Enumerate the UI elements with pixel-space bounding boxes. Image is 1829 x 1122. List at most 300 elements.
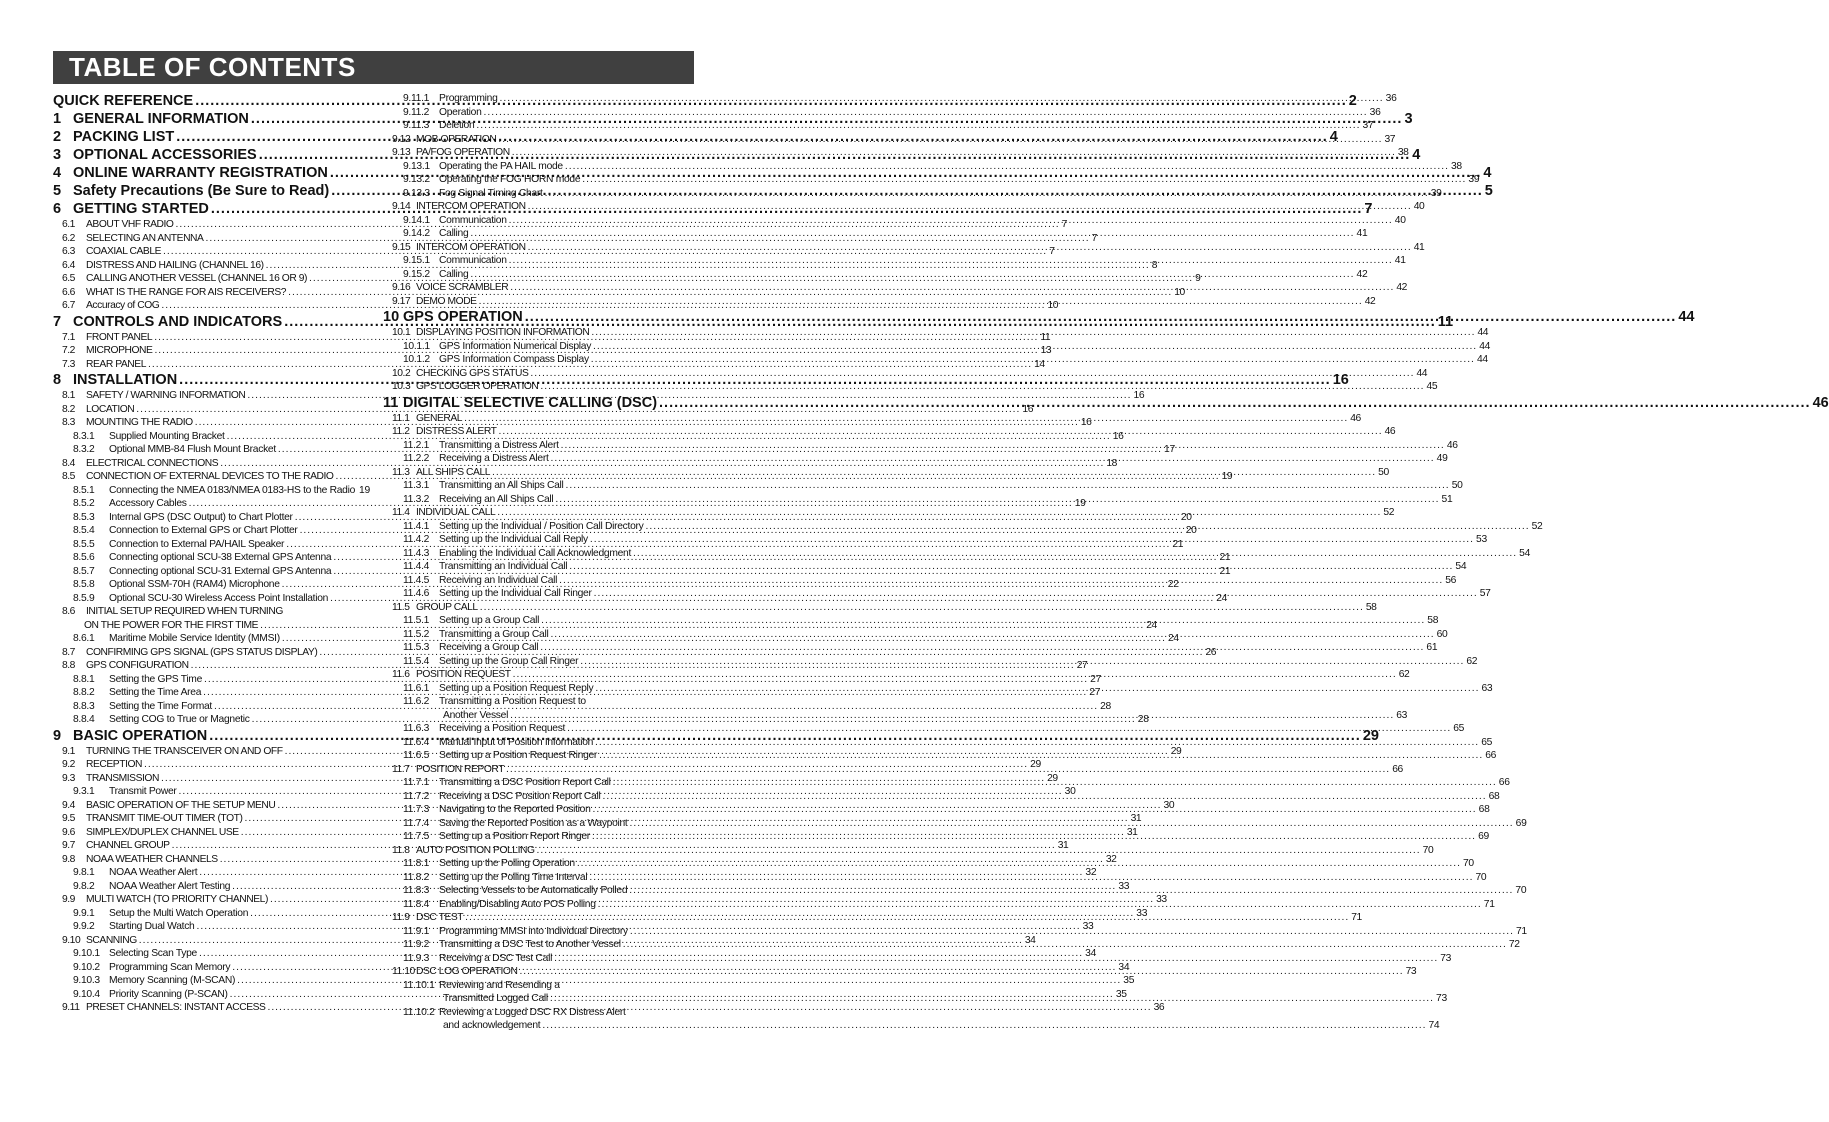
toc-entry-number: 11.7.5 (403, 831, 430, 842)
toc-entry-title (73, 686, 201, 700)
toc-entry-title (62, 758, 142, 772)
toc-entry-number: 11.5.1 (403, 615, 430, 626)
toc-entry-title (73, 578, 280, 592)
toc-dot-leader (506, 763, 1390, 777)
toc-page-number: 4 (1329, 129, 1338, 145)
toc-page-number: 58 (1365, 601, 1377, 613)
toc-entry-text: Setting up the Polling Time Interval (439, 871, 588, 883)
toc-entry-title (62, 389, 245, 403)
toc-entry[interactable] (383, 254, 1406, 268)
toc-entry-text: and acknowledgement (443, 1020, 541, 1031)
toc-entry-title (392, 965, 517, 979)
toc-dot-leader (593, 803, 1477, 817)
toc-page-number: 65 (1481, 736, 1493, 748)
toc-entry-title (392, 367, 528, 381)
toc-entry[interactable] (383, 736, 1493, 750)
toc-page-number: 38 (1451, 160, 1462, 172)
toc-entry-title (73, 430, 225, 444)
toc-entry-text: POSITION REQUEST (416, 669, 511, 680)
toc-entry-title (62, 457, 218, 471)
toc-entry-number: 11 (383, 394, 399, 411)
toc-dot-leader (599, 749, 1483, 763)
toc-page-number: 57 (1479, 588, 1491, 599)
toc-page-number: 7 (1061, 219, 1067, 230)
toc-entry-title (62, 331, 152, 345)
toc-entry-number: 11.10 (392, 966, 415, 977)
toc-entry-number: 9.1 (62, 745, 75, 757)
toc-entry-title (73, 551, 331, 565)
toc-page-number: 34 (1118, 961, 1130, 973)
toc-entry-number: 11.4.1 (403, 520, 430, 532)
toc-page-number: 29 (1030, 759, 1041, 770)
toc-entry-title (403, 790, 600, 804)
toc-page-number: 28 (1137, 714, 1149, 725)
toc-dot-leader (519, 965, 1403, 979)
toc-page-number: 17 (1164, 444, 1175, 455)
toc-page-number: 9 (1195, 273, 1201, 284)
toc-entry-text: Transmit Power (109, 786, 177, 797)
toc-entry-title (403, 817, 628, 831)
toc-page-number: 2 (1348, 93, 1357, 109)
toc-entry[interactable] (383, 227, 1368, 241)
toc-entry-text: LOCATION (86, 403, 135, 415)
toc-entry-text: Transmitting an All Ships Call (439, 480, 564, 491)
toc-entry-number: 6.6 (62, 286, 75, 298)
toc-dot-leader (537, 844, 1421, 858)
toc-entry[interactable] (383, 200, 1425, 214)
toc-entry-number: 9.13.3 (403, 187, 430, 199)
toc-entry-text: GETTING STARTED (73, 201, 209, 217)
toc-entry-text: Receiving an All Ships Call (439, 493, 554, 505)
toc-entry-number: 9.9.1 (73, 907, 95, 919)
toc-entry-number: 9.8.1 (73, 867, 95, 878)
toc-entry-number: 8 (53, 372, 62, 388)
toc-entry-title (403, 655, 578, 669)
toc-entry-text: Setup the Multi Watch Operation (109, 907, 249, 919)
toc-entry-text: Accuracy of COG (86, 300, 160, 311)
toc-entry-text: PACKING LIST (73, 129, 175, 145)
toc-entry-title (73, 880, 230, 894)
toc-entry-number: 11.2 (392, 426, 410, 437)
toc-dot-leader (470, 268, 1354, 282)
toc-entry-title (62, 272, 307, 286)
toc-entry-title (403, 574, 557, 588)
toc-entry-number: 11.8.3 (403, 885, 430, 896)
toc-entry-text: Safety Precautions (Be Sure to Read) (73, 183, 330, 199)
toc-entry-title (392, 412, 462, 426)
toc-dot-leader (559, 574, 1443, 588)
toc-entry[interactable] (383, 979, 694, 993)
toc-page-number: 30 (1163, 799, 1175, 811)
toc-entry-text: FRONT PANEL (86, 331, 153, 343)
toc-entry-number: 11.3 (392, 466, 410, 478)
toc-entry-number: 9.11.1 (403, 93, 430, 104)
toc-page-number: 11 (1437, 313, 1454, 330)
toc-entry-text: COAXIAL CABLE (86, 246, 162, 257)
toc-entry-text: Setting up the Group Call Ringer (439, 655, 579, 667)
toc-entry-number: 11.10.1 (403, 979, 435, 991)
toc-entry-continuation[interactable] (383, 1019, 1440, 1033)
toc-dot-leader (509, 214, 1393, 228)
toc-entry-number: 11.3.1 (403, 480, 430, 491)
toc-entry-number: 11.6.2 (403, 696, 430, 707)
toc-entry[interactable] (383, 268, 1368, 282)
toc-entry-number: 11.4.4 (403, 561, 430, 572)
toc-entry[interactable] (53, 484, 370, 498)
toc-entry-title (73, 538, 284, 552)
toc-entry-title (73, 673, 202, 687)
toc-entry-text: REAR PANEL (86, 358, 146, 370)
toc-entry-title (403, 830, 590, 844)
toc-page-number: 71 (1483, 898, 1495, 910)
toc-entry-text: NOAA WEATHER CHANNELS (86, 853, 218, 865)
toc-entry-number: 9.10.2 (73, 961, 100, 973)
toc-entry-title (392, 668, 511, 682)
toc-entry-number: 8.5.1 (73, 484, 95, 496)
toc-dot-leader (590, 533, 1474, 547)
toc-dot-leader (589, 871, 1473, 885)
toc-entry-text: Receiving a Position Request (439, 723, 566, 734)
toc-entry[interactable] (383, 173, 1480, 187)
toc-entry-number: 9.11.2 (403, 106, 430, 118)
toc-entry-text: Programming (439, 93, 498, 104)
toc-entry-title (403, 736, 593, 750)
toc-entry[interactable] (383, 146, 1409, 160)
toc-entry[interactable] (383, 214, 1406, 228)
toc-entry-text: Receiving an Individual Call (439, 574, 558, 586)
toc-entry-text: NOAA Weather Alert (109, 867, 198, 878)
toc-entry-number: 11.8.2 (403, 871, 430, 883)
toc-entry-title (73, 700, 212, 714)
toc-dot-leader (561, 439, 1445, 453)
toc-dot-leader (598, 898, 1482, 912)
toc-entry-text: Setting up a Position Request Reply (439, 682, 594, 694)
toc-entry[interactable] (383, 241, 1425, 255)
toc-entry-title (403, 452, 549, 466)
toc-entry-number: 8.3.1 (73, 430, 95, 442)
toc-entry-text: Setting up a Position Report Ringer (439, 831, 590, 842)
toc-entry-title (53, 110, 249, 128)
toc-dot-leader (510, 281, 1394, 295)
toc-page-number: 36 (1385, 93, 1397, 104)
toc-entry-title (403, 925, 628, 939)
toc-entry-number: 9.10.4 (73, 988, 100, 1000)
toc-entry-title (403, 803, 591, 817)
toc-dot-leader (550, 992, 1434, 1006)
toc-page-number: 40 (1413, 201, 1425, 212)
toc-entry-number: 11.7.2 (403, 790, 430, 802)
toc-page-number: 24 (1146, 619, 1157, 631)
toc-entry-text: POSITION REPORT (416, 763, 505, 775)
toc-dot-leader (633, 547, 1517, 561)
toc-page-number: 13 (1040, 345, 1052, 356)
toc-entry-number: 6.7 (62, 300, 75, 311)
toc-entry-text: ONLINE WARRANTY REGISTRATION (73, 165, 328, 181)
toc-entry-number: 11.9.3 (403, 952, 430, 964)
toc-dot-leader (594, 587, 1478, 601)
toc-entry-number: 11.6.4 (403, 736, 430, 748)
toc-dot-leader (492, 466, 1376, 480)
toc-entry[interactable] (383, 187, 1442, 201)
toc-entry-number: 8.8 (62, 660, 75, 671)
toc-dot-leader (550, 628, 1434, 642)
toc-page-number: 16 (1133, 390, 1145, 401)
toc-dot-leader (577, 857, 1461, 871)
toc-entry-text: Navigating to the Reported Position (439, 804, 591, 815)
toc-page-number: 10 (1174, 286, 1185, 298)
toc-entry-title (62, 772, 159, 786)
page-title: TABLE OF CONTENTS (69, 52, 356, 82)
toc-dot-leader (542, 1019, 1426, 1033)
toc-page-number: 37 (1384, 133, 1396, 145)
toc-entry-text: PRESET CHANNELS: INSTANT ACCESS (86, 1002, 266, 1013)
toc-dot-leader (480, 601, 1364, 615)
toc-dot-leader (591, 353, 1475, 367)
toc-page-number: 50 (1378, 466, 1389, 478)
toc-entry-title (53, 727, 207, 745)
toc-page-number: 4 (1412, 147, 1421, 163)
toc-entry-number: 11.5 (392, 601, 410, 613)
toc-entry-text: ABOUT VHF RADIO (86, 219, 174, 230)
toc-page-number: 65 (1453, 723, 1465, 734)
toc-dot-leader (659, 394, 1811, 412)
toc-entry[interactable] (383, 119, 1374, 133)
toc-entry-number: 11.4 (392, 507, 410, 518)
toc-entry-text: Setting the GPS Time (109, 673, 203, 685)
toc-page-number: 11 (1040, 331, 1051, 343)
toc-entry-number: 8.7 (62, 646, 75, 658)
toc-entry[interactable] (53, 403, 1033, 417)
toc-page-number: 41 (1413, 241, 1425, 253)
toc-page-number: 7 (1364, 201, 1373, 217)
toc-entry-text: Fog Signal Timing Chart (439, 187, 543, 199)
toc-entry-number: 8.5.4 (73, 525, 95, 536)
toc-entry-title (53, 200, 209, 218)
toc-page-number: 30 (1064, 786, 1076, 797)
toc-entry-number: 9.9.2 (73, 921, 95, 932)
toc-entry[interactable] (383, 133, 1396, 147)
toc-entry-number: 11.4.3 (403, 547, 430, 559)
toc-entry-number: 11.5.3 (403, 642, 430, 653)
toc-page-number: 58 (1427, 615, 1439, 626)
toc-entry-text: GPS Information Numerical Display (439, 340, 592, 352)
toc-entry-title (403, 1006, 626, 1020)
toc-entry-number: 5 (53, 183, 62, 199)
toc-dot-leader (602, 790, 1486, 804)
toc-entry-text: Setting COG to True or Magnetic (109, 714, 250, 725)
toc-dot-leader (630, 925, 1514, 939)
toc-entry[interactable] (383, 601, 1377, 615)
toc-entry-title (403, 898, 596, 912)
toc-page-number: 44 (1678, 309, 1695, 325)
toc-entry-text: Maritime Mobile Service Identity (MMSI) (109, 633, 280, 644)
toc-entry-text: VOICE SCRAMBLER (416, 282, 509, 293)
toc-entry-title (403, 214, 507, 228)
toc-page-number: 44 (1476, 354, 1488, 365)
toc-page-number: 60 (1436, 628, 1448, 640)
toc-entry-title (392, 241, 526, 255)
toc-entry-title (403, 1019, 540, 1033)
toc-entry-text: SAFETY / WARNING INFORMATION (86, 390, 246, 401)
toc-page-number: 74 (1428, 1020, 1440, 1031)
toc-page-number: 34 (1085, 948, 1096, 959)
toc-entry-number: 8.5.3 (73, 511, 95, 523)
toc-dot-leader (566, 479, 1450, 493)
toc-entry-title (403, 520, 643, 534)
toc-entry-text: Optional MMB-84 Flush Mount Bracket (109, 444, 276, 455)
toc-entry-title (383, 394, 657, 412)
toc-entry-number: 11.2.2 (403, 453, 430, 464)
toc-entry-number: 9.14.1 (403, 214, 430, 226)
toc-entry-text: TRANSMIT TIME-OUT TIMER (TOT) (86, 813, 243, 824)
toc-entry-text: MOUNTING THE RADIO (86, 417, 193, 428)
toc-page-number: 33 (1118, 880, 1130, 892)
toc-page-number: 29 (1047, 772, 1058, 784)
toc-entry-text: Setting up the Individual Call Ringer (439, 588, 592, 599)
toc-entry-number: 8.8.4 (73, 714, 95, 725)
toc-entry-text: Connection to External GPS or Chart Plotter (109, 525, 298, 536)
toc-entry-number: 9.10.3 (73, 975, 100, 986)
toc-entry-title (62, 893, 268, 907)
toc-entry-number: 10.2 (392, 367, 411, 379)
toc-entry-number: 8.5.7 (73, 565, 95, 577)
toc-entry-title (403, 227, 468, 241)
toc-entry[interactable] (383, 106, 1381, 120)
toc-entry-text: CHANNEL GROUP (86, 840, 170, 851)
toc-entry-number: 11.10.2 (403, 1006, 435, 1018)
toc-entry[interactable] (383, 1006, 694, 1020)
toc-dot-leader (645, 520, 1529, 534)
toc-entry-text: WHAT IS THE RANGE FOR AIS RECEIVERS? (86, 286, 287, 298)
toc-page-number: 52 (1383, 507, 1394, 518)
toc-page-number: 32 (1105, 853, 1117, 865)
toc-dot-leader (554, 952, 1438, 966)
toc-page-number: 38 (1397, 147, 1409, 158)
toc-entry-title (403, 979, 560, 993)
toc-entry-text: CONFIRMING GPS SIGNAL (GPS STATUS DISPLAY) (86, 646, 318, 658)
toc-entry-text: DSC LOG OPERATION (416, 966, 518, 977)
toc-entry-title (73, 511, 293, 525)
toc-page-number: 20 (1185, 525, 1197, 536)
toc-dot-leader (569, 560, 1453, 574)
toc-entry-text: Receiving a DSC Test Call (439, 952, 553, 964)
toc-entry-number: 7.1 (62, 331, 75, 343)
toc-entry-number: 11.6.5 (403, 750, 430, 761)
toc-entry-title (62, 605, 283, 619)
title-bar (53, 51, 694, 84)
toc-entry[interactable] (383, 695, 694, 709)
toc-entry-number: 9.15 (392, 241, 411, 253)
toc-page-number: 28 (1100, 700, 1111, 712)
toc-entry[interactable] (383, 92, 1397, 106)
toc-entry-number: 11.5.2 (403, 628, 430, 640)
toc-entry-text: ELECTRICAL CONNECTIONS (86, 457, 219, 469)
toc-entry-text: MICROPHONE (86, 345, 153, 356)
toc-entry-text: SIMPLEX/DUPLEX CHANNEL USE (86, 826, 239, 838)
toc-entry[interactable] (383, 479, 1463, 493)
toc-page-number: 21 (1172, 538, 1184, 550)
toc-page-number: 70 (1422, 844, 1434, 856)
toc-entry-title (403, 268, 468, 282)
toc-entry-text: Optional SSM-70H (RAM4) Microphone (109, 579, 280, 590)
toc-dot-leader (470, 227, 1354, 241)
toc-entry-text: CONNECTION OF EXTERNAL DEVICES TO THE RADIO (86, 471, 334, 482)
toc-entry-title (403, 614, 539, 628)
toc-dot-leader (497, 506, 1381, 520)
toc-entry-text: Setting up the Individual Call Reply (439, 534, 588, 545)
toc-entry-number: 6.1 (62, 219, 75, 230)
toc-page-number: 24 (1216, 592, 1228, 604)
toc-page-number: 31 (1057, 840, 1069, 851)
toc-entry-text: GROUP CALL (416, 601, 478, 613)
toc-entry-title (392, 326, 589, 340)
toc-entry-number: 8.8.2 (73, 687, 95, 698)
toc-page-number: 36 (1153, 1002, 1165, 1013)
toc-entry-number: 11.4.2 (403, 534, 430, 545)
toc-dot-leader (513, 668, 1397, 682)
toc-entry-number: 6.2 (62, 232, 75, 244)
toc-dot-leader (541, 614, 1425, 628)
toc-entry-title (62, 416, 193, 430)
toc-entry-text: Setting up the Individual / Position Call Directory (439, 520, 644, 532)
toc-page-number: 19 (1221, 471, 1233, 482)
toc-entry-text: TRANSMISSION (86, 772, 159, 784)
toc-page-number: 69 (1478, 831, 1489, 842)
toc-entry-title (73, 785, 177, 799)
toc-entry[interactable] (53, 605, 363, 619)
toc-entry-text: Transmitting a DSC Test to Another Vessel (439, 939, 621, 950)
toc-page-number: 62 (1398, 669, 1410, 680)
toc-entry-text: QUICK REFERENCE (53, 93, 194, 109)
toc-entry-title (403, 992, 548, 1006)
toc-entry[interactable] (383, 160, 1462, 174)
toc-entry-title (403, 160, 563, 174)
toc-page-number: 73 (1405, 966, 1417, 977)
toc-page-number: 53 (1476, 534, 1487, 545)
toc-entry-number: 11.9.2 (403, 939, 430, 950)
toc-entry-number: 9.4 (62, 799, 75, 811)
toc-entry-title (73, 592, 328, 606)
toc-entry-title (73, 988, 228, 1002)
toc-dot-leader (582, 173, 1466, 187)
toc-entry-number: 4 (53, 165, 62, 181)
toc-entry-number: 9.6 (62, 826, 75, 838)
toc-entry-number: 9.16 (392, 282, 411, 293)
toc-entry-text: BASIC OPERATION (73, 727, 208, 744)
toc-entry-number: 9.8.2 (73, 880, 95, 892)
toc-entry-text: Connecting the NMEA 0183/NMEA 0183-HS to the Radio (109, 484, 356, 496)
toc-entry-number: 8.6 (62, 606, 75, 617)
toc-entry-text: CONTROLS AND INDICATORS (73, 313, 283, 330)
toc-entry-number: 9.15.2 (403, 268, 430, 280)
toc-entry-title (403, 173, 580, 187)
toc-page-number: 70 (1475, 871, 1487, 883)
toc-entry-text: Optional SCU-30 Wireless Access Point Installation (109, 592, 329, 604)
toc-entry-text: DISTRESS AND HAILING (CHANNEL 16) (86, 259, 264, 271)
toc-page-number: 46 (1812, 394, 1829, 411)
toc-entry-title (62, 853, 218, 867)
toc-dot-leader (499, 425, 1383, 439)
toc-page-number: 44 (1477, 327, 1489, 338)
toc-entry-number: 10.1.1 (403, 340, 430, 352)
toc-entry-title (403, 439, 559, 453)
toc-entry-title (403, 119, 474, 133)
toc-dot-leader (595, 682, 1479, 696)
toc-page-number: 31 (1126, 826, 1138, 838)
toc-entry-text: DIGITAL SELECTIVE CALLING (DSC) (403, 394, 658, 411)
toc-entry-title (403, 92, 498, 106)
toc-entry-text: Calling (439, 268, 469, 280)
